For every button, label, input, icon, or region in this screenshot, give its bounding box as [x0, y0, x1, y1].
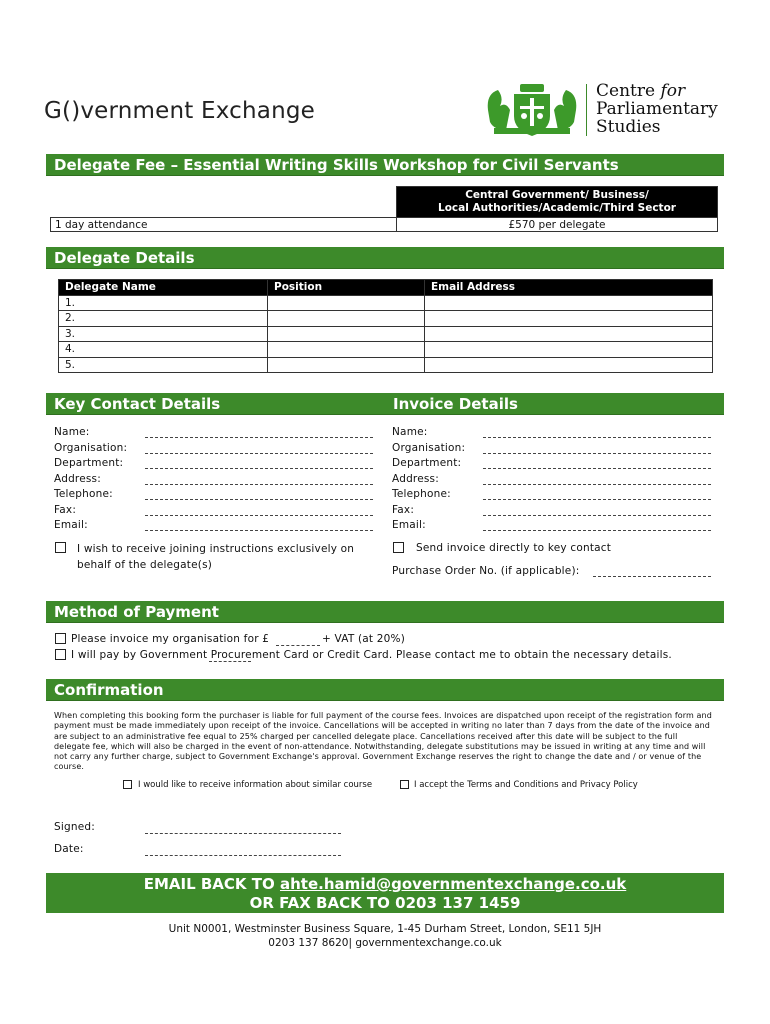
invoice-telephone-line[interactable]	[483, 499, 711, 500]
procurement-underline	[209, 661, 251, 662]
key-department-line[interactable]	[145, 468, 373, 469]
footer-address: Unit N0001, Westminster Business Square, 1-45 Durham Street, London, SE11 5JH 0203 137 8620| governmentexchange.co.uk	[168, 923, 602, 949]
amount-line[interactable]	[276, 645, 320, 646]
send-invoice-label: Send invoice directly to key contact	[416, 542, 612, 554]
delegate-table	[58, 279, 713, 373]
invoice-organisation-line[interactable]	[483, 453, 711, 454]
fee-row-value: £570 per delegate	[397, 218, 718, 232]
confirmation-heading: Confirmation	[46, 679, 724, 701]
government-exchange-logo: G()vernment Exchange	[44, 98, 316, 124]
payment-heading: Method of Payment	[46, 601, 724, 623]
joining-instructions-label: I wish to receive joining instructions exclusively on behalf of the delegate(s)	[77, 543, 355, 571]
similar-course-label: I would like to receive information about similar course	[138, 780, 373, 790]
key-organisation-line[interactable]	[145, 453, 373, 454]
date-line[interactable]	[145, 855, 341, 856]
terms-label: I accept the Terms and Conditions and Privacy Policy	[414, 780, 638, 790]
title-bar: Delegate Fee – Essential Writing Skills Workshop for Civil Servants	[46, 154, 724, 176]
invoice-organisation-label: Please invoice my organisation for £	[71, 633, 270, 645]
joining-instructions-checkbox[interactable]	[55, 542, 66, 553]
key-contact-labels: Name: Organisation: Department: Address: Telephone: Fax: Email:	[54, 426, 128, 531]
invoice-address-line[interactable]	[483, 484, 711, 485]
key-contact-heading: Key Contact Details	[46, 393, 724, 415]
card-payment-label: I will pay by Government Procurement Card or Credit Card. Please contact me to obtain the necessary details.	[71, 649, 672, 661]
invoice-fax-line[interactable]	[483, 515, 711, 516]
col-email-address: Email Address	[425, 280, 713, 296]
key-telephone-line[interactable]	[145, 499, 373, 500]
fee-table	[50, 186, 718, 232]
invoice-email-line[interactable]	[483, 530, 711, 531]
table-row: 2.	[59, 311, 713, 327]
invoice-labels: Name: Organisation: Department: Address: Telephone: Fax: Email:	[392, 426, 466, 531]
confirmation-body: When completing this booking form the purchaser is liable for full payment of the course fees. Invoices are dispatched upon receipt of the registration form and payment must be made immediately upon receipt of the invoice. Cancellations will be accepted in writing no later than 7 days from the date of the invoice and are subject to an administrative fee equal to 25% charged per cancelled delegate place. Cancellations received after this date will be subject to the full delegate fee, which will also be charged in the event of non-attendance. Notwithstanding, delegate substitutions may be issued in writing at any time and will not carry any further charge, subject to Government Exchange's approval. Government Exchange reserves the right to change the date and / or venue of the course.	[54, 711, 712, 772]
key-address-line[interactable]	[145, 484, 373, 485]
delegate-details-heading: Delegate Details	[46, 247, 724, 269]
po-number-line[interactable]	[593, 576, 711, 577]
key-email-line[interactable]	[145, 530, 373, 531]
send-invoice-checkbox[interactable]	[393, 542, 404, 553]
table-row: 3.	[59, 326, 713, 342]
invoice-department-line[interactable]	[483, 468, 711, 469]
parliament-crest-icon	[484, 80, 580, 138]
invoice-heading: Invoice Details	[393, 395, 518, 413]
email-link[interactable]: ahte.hamid@governmentexchange.co.uk	[279, 875, 627, 893]
date-label: Date:	[54, 843, 84, 855]
email-fax-bar: EMAIL BACK TO ahte.hamid@governmentexchange.co.uk OR FAX BACK TO 0203 137 1459	[46, 873, 724, 913]
col-position: Position	[268, 280, 425, 296]
fee-row-label: 1 day attendance	[51, 218, 397, 232]
centre-for-parliamentary-studies-logo: Centre for Parliamentary Studies	[596, 81, 718, 137]
col-delegate-name: Delegate Name	[59, 280, 268, 296]
table-row: 5.	[59, 357, 713, 373]
crest-divider	[586, 84, 587, 136]
po-number-label: Purchase Order No. (if applicable):	[392, 565, 580, 577]
key-fax-line[interactable]	[145, 515, 373, 516]
similar-course-checkbox[interactable]	[123, 780, 132, 789]
terms-checkbox[interactable]	[400, 780, 409, 789]
vat-label: + VAT (at 20%)	[322, 633, 405, 645]
invoice-organisation-checkbox[interactable]	[55, 633, 66, 644]
card-payment-checkbox[interactable]	[55, 649, 66, 660]
table-row: 4.	[59, 342, 713, 358]
fee-table-header: Central Government/ Business/ Local Authorities/Academic/Third Sector	[397, 187, 718, 218]
signed-label: Signed:	[54, 821, 95, 833]
signed-line[interactable]	[145, 833, 341, 834]
table-row: 1.	[59, 295, 713, 311]
key-name-line[interactable]	[145, 437, 373, 438]
invoice-name-line[interactable]	[483, 437, 711, 438]
